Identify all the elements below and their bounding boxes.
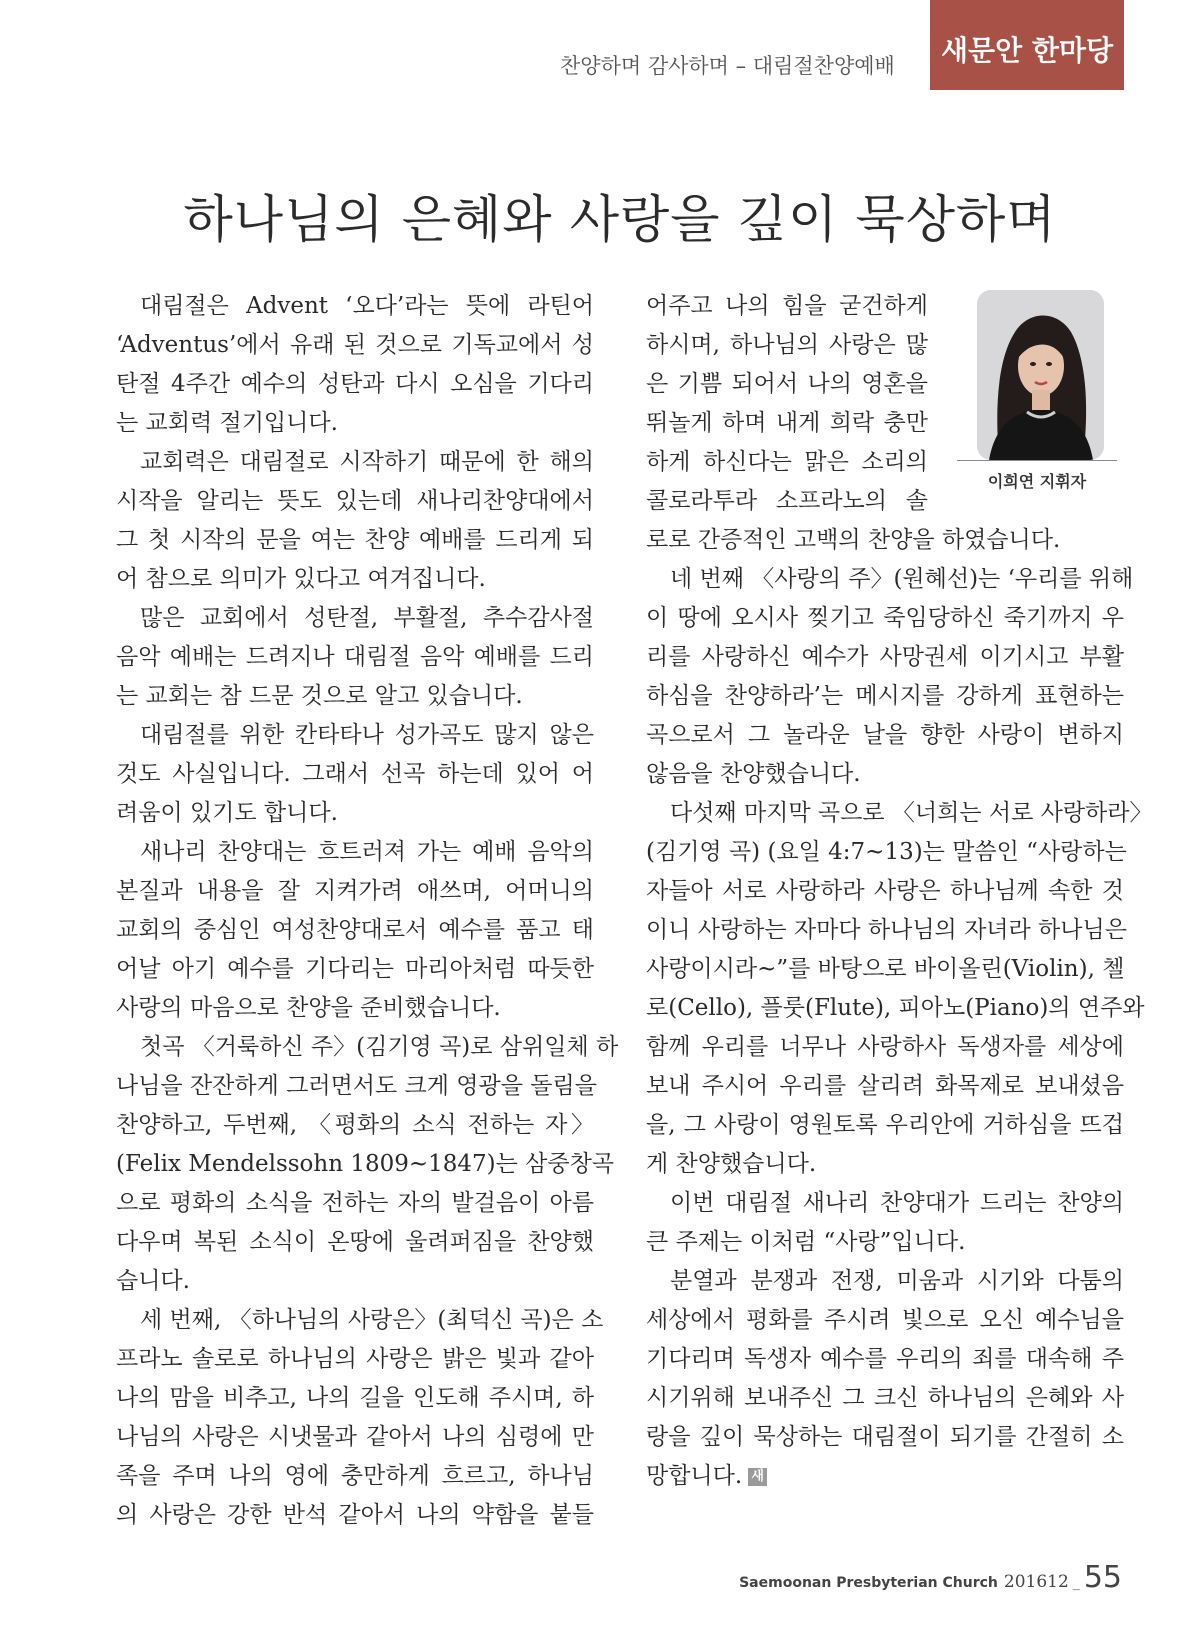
text-line: 이니 사랑하는 자마다 하나님의 자녀라 하나님은 — [646, 917, 1127, 943]
text-line: 나님의 사랑은 시냇물과 같아서 나의 심령에 만 — [116, 1424, 594, 1450]
paragraph — [116, 599, 594, 716]
photo-caption: 이희연 지휘자 — [987, 472, 1087, 491]
page-footer — [739, 1560, 1122, 1595]
text-line: 이 땅에 오시사 찢기고 죽임당하신 죽기까지 우 — [646, 605, 1124, 631]
text-line: 뛰놀게 하며 내게 희락 충만 — [646, 410, 928, 436]
text-line: 프라노 솔로로 하나님의 사랑은 밝은 빛과 같아 — [116, 1346, 594, 1372]
text-line: 하게 하신다는 맑은 소리의 — [646, 449, 928, 475]
text-line: 나님을 잔잔하게 그러면서도 크게 영광을 돌림을 — [116, 1073, 597, 1099]
text-line: 교회의 중심인 여성찬양대로서 예수를 품고 태 — [116, 917, 594, 943]
text-line: ‘Adventus’에서 유래 된 것으로 기독교에서 성 — [116, 332, 594, 358]
paragraph — [646, 1262, 1124, 1496]
end-mark-icon: 새 — [748, 1468, 767, 1486]
footer-issue: 201612 — [1003, 1572, 1069, 1592]
text-line: 콜로라투라 소프라노의 솔 — [646, 488, 928, 514]
text-line: 첫곡 〈거룩하신 주〉(김기영 곡)로 삼위일체 하 — [140, 1034, 619, 1060]
text-line: 하시며, 하나님의 사랑은 많 — [646, 332, 928, 358]
text-line: 하심을 찬양하라’는 메시지를 강하게 표현하는 — [646, 683, 1124, 709]
text-line: 의 사랑은 강한 반석 같아서 나의 약함을 붙들 — [116, 1502, 594, 1528]
text-line: 분열과 분쟁과 전쟁, 미움과 시기와 다툼의 — [670, 1268, 1124, 1294]
paragraph — [116, 443, 594, 599]
text-line: 교회력은 대림절로 시작하기 때문에 한 해의 — [140, 449, 594, 475]
paragraph — [646, 560, 1134, 794]
paragraph — [646, 794, 1153, 1184]
text-line: 어날 아기 예수를 기다리는 마리아처럼 따듯한 — [116, 956, 594, 982]
text-line: 세 번째, 〈하나님의 사랑은〉(최덕신 곡)은 소 — [140, 1307, 604, 1333]
text-line: 습니다. — [116, 1268, 190, 1294]
text-line: 어 참으로 의미가 있다고 여겨집니다. — [116, 566, 486, 592]
text-line: 시작을 알리는 뜻도 있는데 새나리찬양대에서 — [116, 488, 594, 514]
paragraph — [646, 1184, 1124, 1262]
text-line: 보내 주시어 우리를 살리려 화목제로 보내셨음 — [646, 1073, 1124, 1099]
text-line: 게 찬양했습니다. — [646, 1151, 817, 1177]
footer-separator: _ — [1072, 1575, 1080, 1591]
text-line: 나의 맘을 비추고, 나의 길을 인도해 주시며, 하 — [116, 1385, 594, 1411]
text-line: 그 첫 시작의 문을 여는 찬양 예배를 드리게 되 — [116, 527, 594, 553]
paragraph — [116, 1301, 604, 1535]
text-line: 랑을 깊이 묵상하는 대림절이 되기를 간절히 소 — [646, 1424, 1124, 1450]
text-line — [646, 1457, 1124, 1496]
text-line: 려움이 있기도 합니다. — [116, 800, 338, 826]
article-title: 하나님의 은혜와 사랑을 깊이 묵상하며 — [183, 191, 1057, 250]
text-line: 로(Cello), 플룻(Flute), 피아노(Piano)의 연주와 — [646, 995, 1145, 1021]
paragraph — [116, 716, 594, 833]
text-line: 어주고 나의 힘을 굳건하게 — [646, 293, 928, 319]
text-line: 리를 사랑하신 예수가 사망권세 이기시고 부활 — [646, 644, 1124, 670]
text-line: 함께 우리를 너무나 사랑하사 독생자를 세상에 — [646, 1034, 1124, 1060]
text-line: 큰 주제는 이처럼 “사랑”입니다. — [646, 1229, 966, 1255]
section-badge: 새문안 한마당 — [930, 0, 1124, 90]
text-line: 것도 사실입니다. 그래서 선곡 하는데 있어 어 — [116, 761, 594, 787]
text-line: 대림절은 Advent ‘오다’라는 뜻에 라틴어 — [140, 293, 594, 319]
text-line: 네 번째 〈사랑의 주〉(원혜선)는 ‘우리를 위해 — [670, 566, 1134, 592]
text-line: 시기위해 보내주신 그 크신 하나님의 은혜와 사 — [646, 1385, 1124, 1411]
text-line: 탄절 4주간 예수의 성탄과 다시 오심을 기다리 — [116, 371, 594, 397]
paragraph — [116, 287, 594, 443]
paragraph — [116, 833, 594, 1028]
text-line: (김기영 곡) (요일 4:7~13)는 말씀인 “사랑하는 — [646, 839, 1127, 865]
text-line: 을, 그 사랑이 영원토록 우리안에 거하심을 뜨겁 — [646, 1112, 1124, 1138]
text-line: (Felix Mendelssohn 1809~1847)는 삼중창곡 — [116, 1151, 615, 1177]
text-line: 곡으로서 그 놀라운 날을 향한 사랑이 변하지 — [646, 722, 1124, 748]
text-line: 는 교회는 참 드문 것으로 알고 있습니다. — [116, 683, 523, 709]
page-number: 55 — [1083, 1560, 1122, 1595]
paragraph — [646, 287, 1124, 560]
text-line: 새나리 찬양대는 흐트러져 가는 예배 음악의 — [140, 839, 594, 865]
text-line: 다우며 복된 소식이 온땅에 울려퍼짐을 찬양했 — [116, 1229, 594, 1255]
text-line: 사랑의 마음으로 찬양을 준비했습니다. — [116, 995, 501, 1021]
text-line: 음악 예배는 드려지나 대림절 음악 예배를 드리 — [116, 644, 594, 670]
text-line: 않음을 찬양했습니다. — [646, 761, 861, 787]
text-line-content: 망합니다. — [646, 1463, 743, 1489]
text-line: 족을 주며 나의 영에 충만하게 흐르고, 하나님 — [116, 1463, 594, 1489]
text-line: 사랑이시라~”를 바탕으로 바이올린(Violin), 첼 — [646, 956, 1125, 982]
text-line: 찬양하고, 두번째, 〈평화의 소식 전하는 자〉 — [116, 1112, 594, 1138]
text-line: 은 기쁨 되어서 나의 영혼을 — [646, 371, 928, 397]
text-line: 세상에서 평화를 주시려 빛으로 오신 예수님을 — [646, 1307, 1124, 1333]
left-column — [116, 287, 619, 1535]
text-line: 이번 대림절 새나리 찬양대가 드리는 찬양의 — [670, 1190, 1124, 1216]
text-line: 본질과 내용을 잘 지켜가려 애쓰며, 어머니의 — [116, 878, 594, 904]
text-line: 는 교회력 절기입니다. — [116, 410, 338, 436]
text-line: 다섯째 마지막 곡으로 〈너희는 서로 사랑하라〉 — [670, 800, 1153, 826]
text-line: 기다리며 독생자 예수를 우리의 죄를 대속해 주 — [646, 1346, 1124, 1372]
text-line: 로로 간증적인 고백의 찬양을 하였습니다. — [646, 527, 1061, 553]
paragraph — [116, 1028, 619, 1301]
text-line: 대림절를 위한 칸타타나 성가곡도 많지 않은 — [140, 722, 594, 748]
footer-church-name: Saemoonan Presbyterian Church — [739, 1575, 998, 1591]
text-line: 으로 평화의 소식을 전하는 자의 발걸음이 아름 — [116, 1190, 594, 1216]
right-column — [646, 287, 1153, 1496]
section-title: 찬양하며 감사하며 – 대림절찬양예배 — [560, 54, 895, 78]
text-line: 많은 교회에서 성탄절, 부활절, 추수감사절 — [140, 605, 594, 631]
text-line: 자들아 서로 사랑하라 사랑은 하나님께 속한 것 — [646, 878, 1124, 904]
